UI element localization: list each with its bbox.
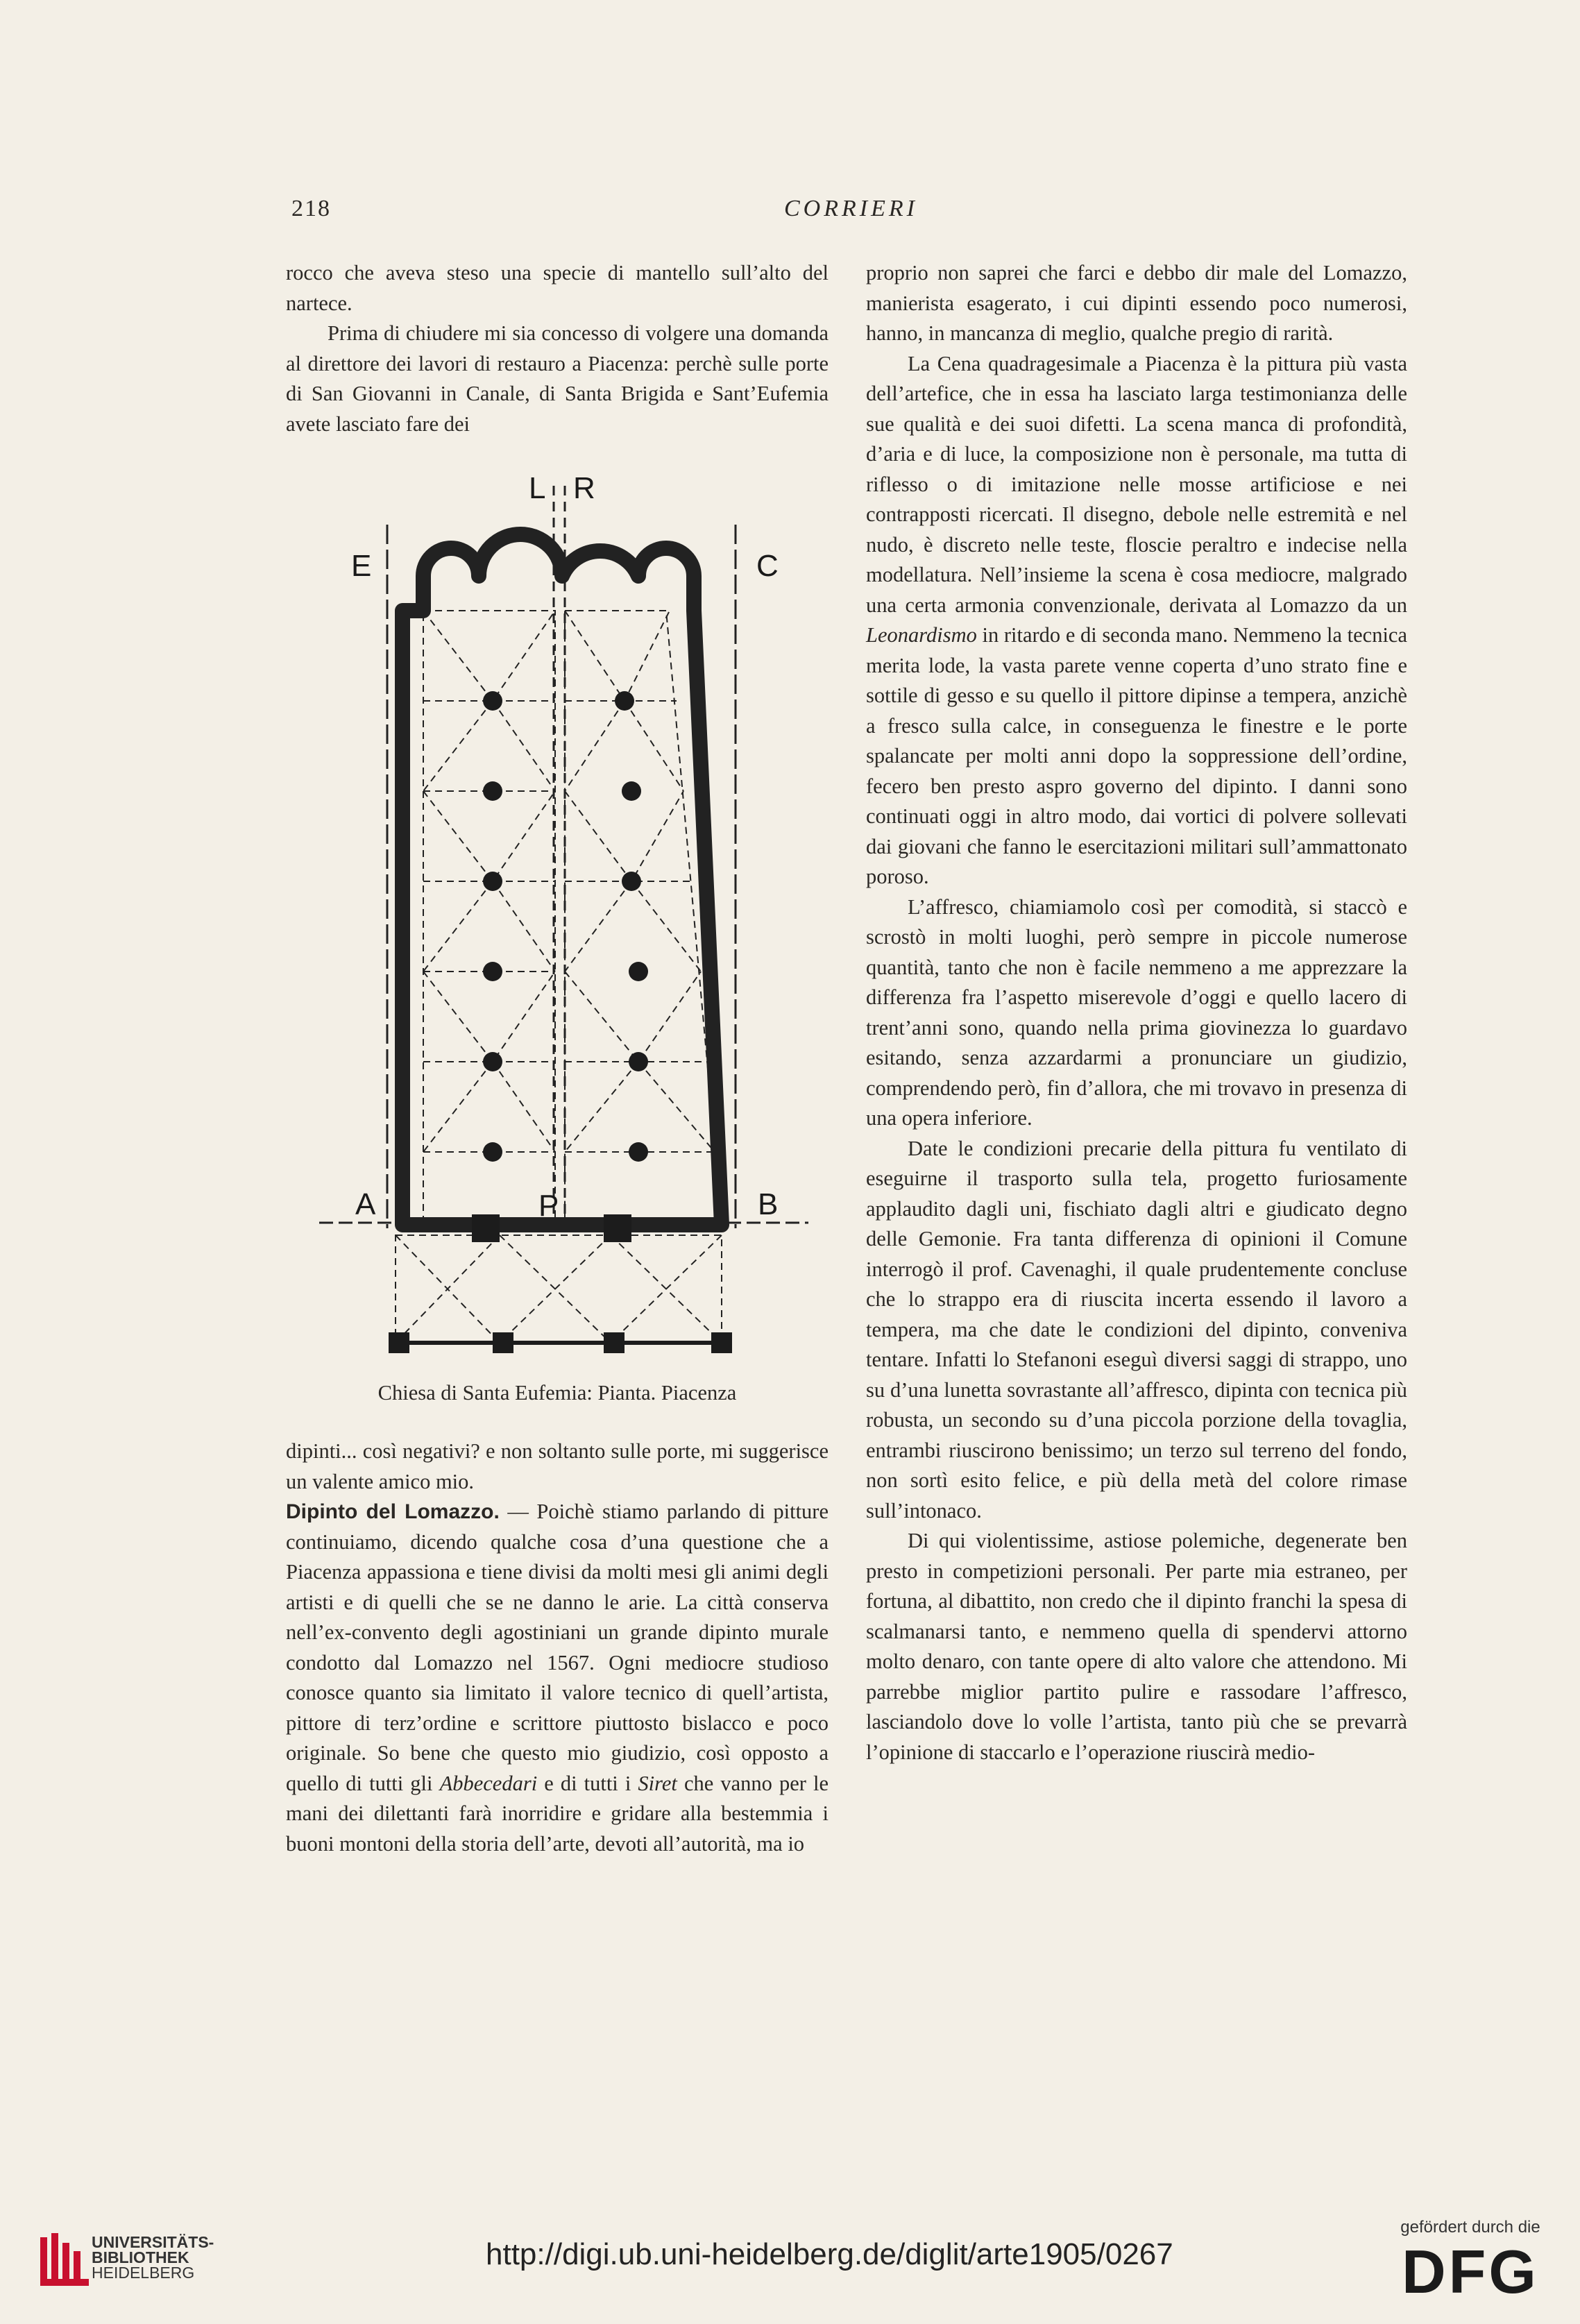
figure-caption: Chiesa di Santa Eufemia: Pianta. Piacenza [377, 1381, 737, 1405]
floor-plan-drawing [305, 472, 819, 1374]
dfg-logo: DFG [1402, 2237, 1539, 2306]
church-floor-plan [305, 472, 819, 1395]
paragraph: Di qui violentissime, astiose polemiche, degenerate ben presto in competizioni personali. Per parte mia estraneo, per fortuna, al dibattito, non credo che il dipinto franchi la spesa di scalmanarsi tanto, e nemmeno quella di spendervi attorno molto denaro, con tante opere di alto valore che attendono. Mi parrebbe miglior partito pulire e rassodare l’affresco, lasciandolo dove lo volle l’artista, tanto più che se prevarrà l’opinione di staccarlo e l’operazione riuscirà medio- [866, 1529, 1407, 1764]
running-head: CORRIERI [784, 196, 918, 221]
paragraph: dipinti... così negativi? e non soltanto sulle porte, mi suggerisce un valente amico mio. [286, 1439, 829, 1493]
text-run: — Poichè stiamo parlando di pitture continuiamo, dicendo qualche cosa d’una questione che a Piacenza appassiona e tiene divisi da molti mesi gli animi degli artisti e di quelli che se ne danno le arie. La città conserva nell’ex-convento degli agostiniani un grande dipinto murale condotto dal Lomazzo nel 1567. Ogni mediocre studioso conosce quanto sia limitato il valore tecnico di quell’artista, pittore di terz’ordine e scrittore piuttosto bislacco e poco originale. So bene che questo mio giudizio, così opposto a quello di tutti gli [286, 1500, 829, 1795]
italic-term: Abbecedari [439, 1771, 538, 1795]
paragraph: Date le condizioni precarie della pittura fu ventilato di eseguirne il trasporto sulla tela, progetto furiosamente applaudito dagli uni, fischiato dagli altri e giudicato degno delle Gemonie. Fra tanta differenza di opinioni il Comune interrogò il prof. Cavenaghi, il quale prudentemente concluse che lo strappo era di riuscita incerta essendo il lavoro a tempera, ma che date le condizioni del dipinto, conveniva tentare. Infatti lo Stefanoni eseguì diversi saggi di strappo, uno su d’una lunetta sovrastante all’affresco, dipinta con tecnica più robusta, un secondo su d’una piccola porzione della tovaglia, entrambi riuscirono benissimo; un terzo sul terreno del fondo, non sortì esito felice, e più della metà del colore rimase sull’intonaco. [866, 1136, 1407, 1523]
sponsor-block [1380, 2218, 1561, 2305]
section-paragraph [286, 1497, 829, 1859]
label-a: A [355, 1187, 376, 1221]
label-b: B [758, 1187, 779, 1221]
right-column [866, 258, 1407, 1767]
library-line: BIBLIOTHEK [92, 2248, 189, 2266]
paragraph: proprio non saprei che farci e debbo dir male del Lomazzo, manierista esagerato, i cui dipinti essendo poco numerosi, hanno, in mancanza di meglio, qualche pregio di rarità. [866, 261, 1407, 345]
text-run: in ritardo e di seconda mano. Nemmeno la tecnica merita lode, la vasta parete venne coperta d’uno strato fine e sottile di gesso e su quello il pittore dipinse a tempera, anzichè a fresco sulla calce, in conseguenza le finestre e le porte spalancate per molti anni dopo la soppressione dell’ordine, fecero ben presto aspro governo del dipinto. I danni sono continuati oggi in altro modo, dai vortici di polvere sollevati dai giovani che fanno le esercitazioni militari sull’ammattonato poroso. [866, 623, 1407, 888]
italic-term: Leonardismo [866, 623, 977, 647]
left-column [286, 258, 829, 439]
label-c: C [756, 549, 779, 583]
section-title: Dipinto del Lomazzo. [286, 1500, 500, 1523]
text-run: che vanno per le mani dei dilettanti farà inorridire e gridare alla bestemmia i buoni montoni della storia dell’arte, devoti all’autorità, ma io [286, 1771, 829, 1856]
paragraph [866, 349, 1407, 892]
library-line: HEIDELBERG [92, 2264, 195, 2282]
source-url-link[interactable]: http://digi.ub.uni-heidelberg.de/diglit/arte1905/0267 [486, 2237, 1173, 2271]
sponsor-text: gefördert durch die [1400, 2218, 1540, 2237]
paragraph: L’affresco, chiamiamolo così per comodità, si staccò e scrostò in molti luoghi, però sempre in piccole numerose quantità, tanto che non è facile nemmeno a me apprezzare la differenza fra l’aspetto miserevole d’oggi e quello lacero di trent’anni sono, quando nella prima giovinezza lo guardavo esitando, senza azzardarmi a pronunciare un giudizio, comprendendo però, fin d’allora, che mi trovavo in presenza di una opera inferiore. [866, 894, 1407, 1130]
paragraph: rocco che aveva steso una specie di mantello sull’alto del nartece. [286, 261, 829, 315]
label-l: L [529, 472, 546, 505]
label-r: R [573, 472, 595, 505]
text-run: e di tutti i [537, 1771, 638, 1795]
library-name [92, 2234, 214, 2280]
page-header [291, 196, 1412, 237]
library-line: UNIVERSITÄTS- [92, 2233, 214, 2251]
page-number: 218 [291, 196, 331, 221]
label-p: P [538, 1189, 559, 1223]
label-e: E [351, 549, 372, 583]
left-column-continued [286, 1436, 829, 1859]
text-run: La Cena quadragesimale a Piacenza è la pittura più vasta dell’artefice, che in essa ha lasciato larga testimonianza delle sue qualità e dei suoi difetti. La scena manca di profondità, d’aria e di luce, la composizione non è personale, ma tutta di riflesso o di imitazione nelle mosse artificiose e nei contrapposti ricercati. Il disegno, debole nelle estremità e nel nudo, è discreto nelle teste, floscie peraltro e indecise nella modellatura. Nell’insieme la scena è cosa mediocre, malgrado una certa armonia convenzionale, derivata al Lomazzo da un [866, 351, 1407, 617]
italic-term: Siret [638, 1771, 677, 1795]
footer [0, 2207, 1580, 2324]
paragraph: Prima di chiudere mi sia concesso di volgere una domanda al direttore dei lavori di restauro a Piacenza: perchè sulle porte di San Giovanni in Canale, di Santa Brigida e Sant’Eufemia avete lasciato fare dei [286, 321, 829, 436]
